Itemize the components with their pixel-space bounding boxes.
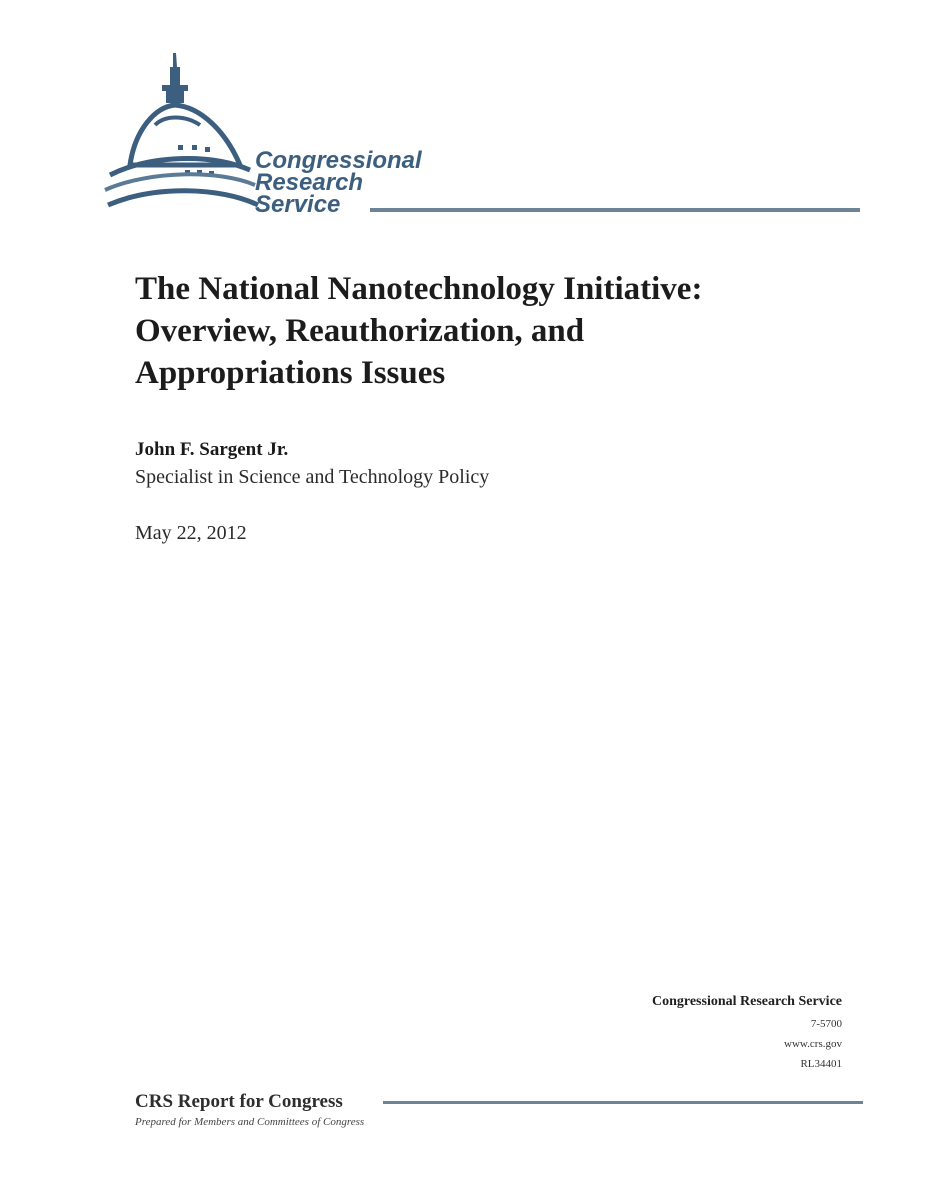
crs-report-label: CRS Report for Congress — [135, 1091, 343, 1112]
logo-line-3: Service — [255, 191, 341, 218]
footer-url: www.crs.gov — [784, 1038, 842, 1050]
footer-code: 7-5700 — [810, 1018, 842, 1030]
footer-org: Congressional Research Service — [651, 994, 842, 1009]
report-title — [135, 268, 855, 394]
footer-report-id: RL34401 — [800, 1058, 842, 1070]
title-line-1: The National Nanotechnology Initiative: — [135, 271, 703, 307]
logo-rule — [370, 208, 860, 212]
author-name: John F. Sargent Jr. — [135, 439, 289, 460]
title-line-3: Appropriations Issues — [135, 355, 446, 391]
title-line-2: Overview, Reauthorization, and — [135, 313, 585, 349]
crs-report-subtitle: Prepared for Members and Committees of Congress — [135, 1116, 365, 1128]
crs-logo — [100, 45, 870, 230]
report-rule — [383, 1101, 863, 1104]
logo-line-1: Congressional — [255, 147, 422, 174]
footer-info — [652, 994, 842, 1074]
logo-line-2: Research — [255, 169, 364, 196]
logo-wordmark — [255, 147, 422, 218]
capitol-dome-icon — [100, 45, 270, 225]
report-date: May 22, 2012 — [135, 522, 247, 544]
author-role: Specialist in Science and Technology Policy — [135, 466, 490, 488]
